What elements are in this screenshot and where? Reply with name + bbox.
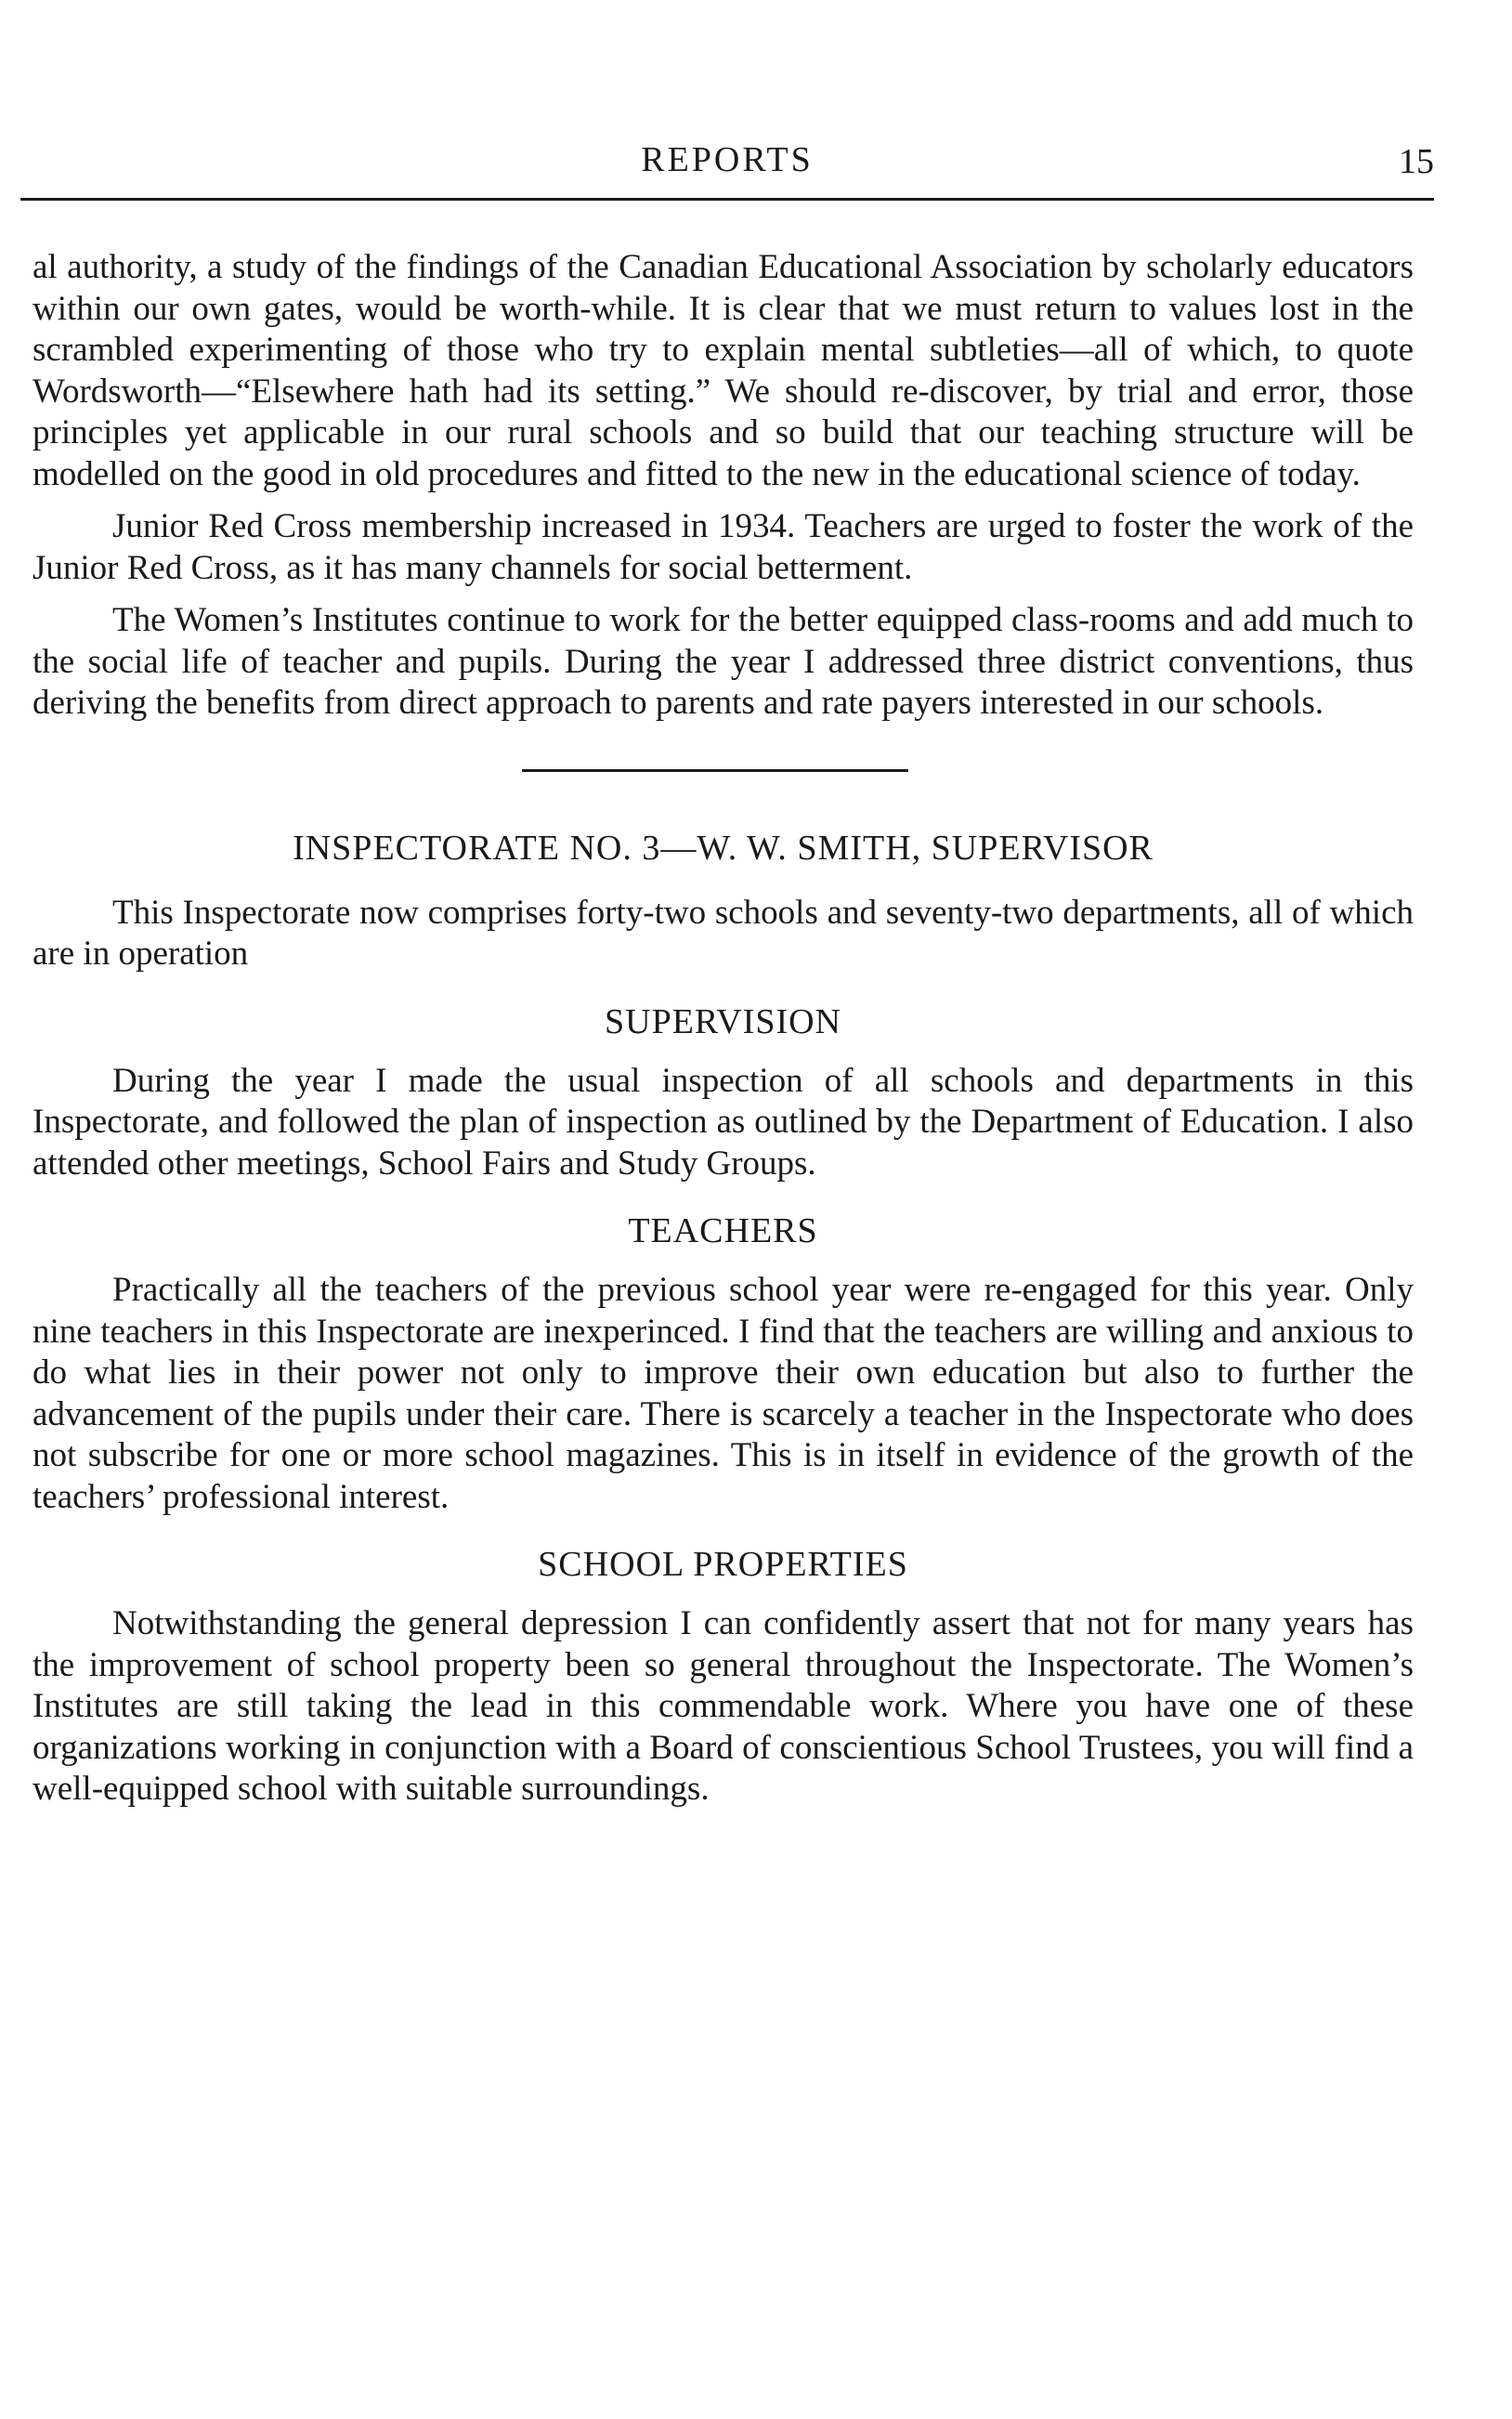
school-properties-paragraph: Notwithstanding the general depression I can confidently assert that not for many years has the improvement of school property been so general throughout the Inspectorate. The Women’s Institutes are still taking the lead in this commendable work. Where you have one of these organizations working in conjunction with a Board of conscientious School Trustees, you will find a well-equipped school with suitable surroundings. [33, 1604, 1414, 1808]
supervision-paragraph: During the year I made the usual inspection of all schools and departments in this Inspectorate, and followed the plan of inspection as outlined by the Department of Education. I also attended other meetings, School Fairs and Study Groups. [33, 1061, 1414, 1183]
teachers-heading: TEACHERS [628, 1211, 818, 1250]
supervision-heading: SUPERVISION [605, 1001, 841, 1041]
teachers-paragraph: Practically all the teachers of the previous school year were re-engaged for this year. Only nine teachers in this Inspectorate are inexperinced. I find that the teachers are willing and anxious to do what lies in their power not only to improve their own education but also to further the advancement of the pupils under their care. There is scarcely a teacher in the Inspectorate who does not subscribe for one or more school magazines. This is in itself in evidence of the growth of the teachers’ professional interest. [33, 1271, 1414, 1516]
red-cross-paragraph: Junior Red Cross membership increased in 1934. Teachers are urged to foster the work of the Junior Red Cross, as it has many channels for social betterment. [33, 507, 1414, 587]
inspectorate-heading: INSPECTORATE NO. 3—W. W. SMITH, SUPERVISOR [293, 828, 1154, 868]
running-header [20, 139, 1434, 191]
inspectorate-intro: This Inspectorate now comprises forty-two schools and seventy-two departments, all of which are in operation [33, 893, 1414, 973]
body-text [33, 247, 1414, 1811]
continued-paragraph: al authority, a study of the findings of the Canadian Educational Association by scholarly educators within our own gates, would be worth-while. It is clear that we must return to values lost in the scrambled experimenting of those who try to explain mental subtleties—all of which, to quote Wordsworth—“Elsewhere hath had its setting.” We should re-discover, by trial and error, those principles yet applicable in our rural schools and so build that our teaching structure will be modelled on the good in old procedures and fitted to the new in the educational science of today. [33, 248, 1414, 493]
running-title: REPORTS [641, 140, 814, 179]
header-rule [20, 198, 1434, 201]
school-properties-heading: SCHOOL PROPERTIES [538, 1545, 908, 1584]
section-divider [522, 769, 908, 772]
womens-institutes-paragraph: The Women’s Institutes continue to work for the better equipped class-rooms and add much to the social life of teacher and pupils. During the year I addressed three district conventions, thus deriving the benefits from direct approach to parents and rate payers interested in our schools. [33, 601, 1414, 722]
page-number: 15 [1399, 142, 1434, 181]
